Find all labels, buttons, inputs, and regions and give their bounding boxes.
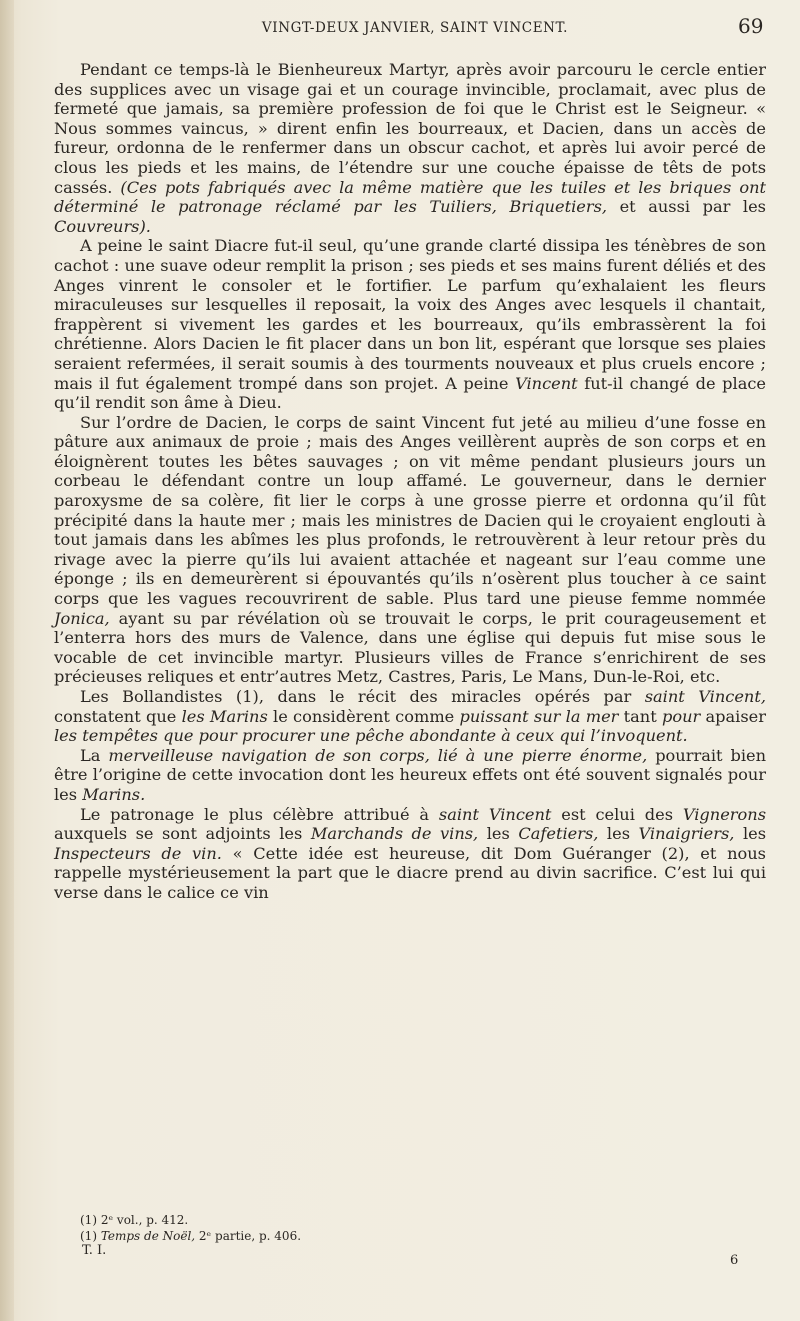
paragraph xyxy=(54,687,766,746)
footnote-segment: 2ᵉ partie, p. 406. xyxy=(195,1228,302,1243)
paragraph-segment: Jonica, xyxy=(54,608,110,628)
page-gutter-shadow xyxy=(0,0,14,1321)
paragraph-segment: « Cette idée est heureuse, dit Dom Guéranger (2), et nous rappelle mystérieusement la part que le diacre prend au divin sacrifice. C’est lui qui verse dans le calice ce vin xyxy=(54,843,766,902)
signature-mark-right: 6 xyxy=(730,1253,739,1268)
paragraph-segment: pour xyxy=(661,706,701,726)
paragraph xyxy=(54,60,766,236)
paragraph-segment: les xyxy=(478,824,519,844)
footnote xyxy=(80,1213,760,1229)
paragraph-segment: puissant sur la mer xyxy=(459,706,619,726)
paragraph-segment: Pendant ce temps-là le Bienheureux Martyr, après avoir parcouru le cercle entier des supplices avec un visage gai et un courage invincible, proclamait, avec plus de fermeté que jamais, sa première profession de foi que le Christ est le Seigneur. « Nous sommes vaincus, » dirent enfin les bourreaux, et Dacien, dans un accès de fureur, ordonna de le renfermer dans un obscur cachot, et après lui avoir percé de clous les pieds et les mains, de l’étendre sur une couche épaisse de têts de pots cassés. xyxy=(54,60,766,197)
paragraph-segment: les xyxy=(598,824,639,844)
paragraph xyxy=(54,746,766,805)
running-title: VINGT-DEUX JANVIER, SAINT VINCENT. xyxy=(261,20,569,36)
paragraph-segment: Les Bollandistes (1), dans le récit des miracles opérés par xyxy=(80,687,645,706)
footnote-segment: (1) xyxy=(80,1228,101,1243)
paragraph xyxy=(54,413,766,687)
paragraph-segment: les Marins xyxy=(181,706,268,726)
paragraph xyxy=(54,805,766,903)
page-number: 69 xyxy=(738,14,764,38)
footnote xyxy=(80,1229,760,1245)
footnotes xyxy=(80,1213,760,1244)
paragraph-segment: Vinaigriers, xyxy=(638,824,735,844)
paragraph-segment: Vignerons xyxy=(682,804,767,824)
paragraph-segment: Marchands de vins, xyxy=(310,824,479,844)
paragraph-segment: Le patronage le plus célèbre attribué à xyxy=(80,804,439,824)
paragraph xyxy=(54,236,766,412)
paragraph-segment: Couvreurs). xyxy=(54,216,151,236)
paragraph-segment: saint Vincent xyxy=(438,804,552,824)
paragraph-segment: Inspecteurs de vin. xyxy=(54,843,222,863)
paragraph-segment: saint Vincent, xyxy=(644,687,766,706)
paragraph-segment: La xyxy=(80,745,109,765)
paragraph-segment: (Ces pots fabriqués avec la même matière que les tuiles et les briques ont déterminé le patronage réclamé par les Tuiliers, Briquetiers, xyxy=(54,177,766,217)
signature-mark-left: T. I. xyxy=(82,1243,107,1258)
paragraph-segment: les xyxy=(734,824,767,844)
footnote-segment: (1) 2ᵉ vol., p. 412. xyxy=(80,1213,189,1227)
paragraph-segment: Marins. xyxy=(82,784,146,804)
paragraph-segment: fut-il changé de place qu’il rendit son âme à Dieu. xyxy=(54,373,766,413)
paragraph-segment: A peine le saint Diacre fut-il seul, qu’une grande clarté dissipa les ténèbres de son cachot : une suave odeur remplit la prison ; ses pieds et ses mains furent déliés et des Anges vinrent le consoler et le fortifier. Le parfum qu’exhalaient les fleurs miraculeuses sur lesquelles il reposait, la voix des Anges avec lesquels il chantait, frappèrent si vivement les gardes et les bourreaux, qu’ils embrassèrent la foi chrétienne. Alors Dacien le fit placer dans un bon lit, espérant que lorsque ses plaies seraient refermées, il serait soumis à des tourments nouveaux et plus cruels encore ; mais il fut également trompé dans son projet. A peine xyxy=(54,236,766,393)
paragraph-segment: tant xyxy=(618,706,662,726)
paragraph-segment: les tempêtes que pour procurer une pêche abondante à ceux qui l’invoquent. xyxy=(54,726,688,746)
paragraph-segment: Vincent xyxy=(515,373,578,393)
paragraph-segment: Sur l’ordre de Dacien, le corps de saint Vincent fut jeté au milieu d’une fosse en pâture aux animaux de proie ; mais des Anges veillèrent auprès de son corps et en éloignèrent toutes les bêtes sauvages ; on vit même pendant plusieurs jours un corbeau le défendant contre un loup affamé. Le gouverneur, dans le dernier paroxysme de sa colère, fit lier le corps à une grosse pierre et ordonna qu’il fût précipité dans la haute mer ; mais les ministres de Dacien qui le croyaient englouti à tout jamais dans les abîmes les plus profonds, le retrouvèrent à leur retour près du rivage avec la pierre qu’ils lui avaient attachée et nageant sur l’eau comme une éponge ; ils en demeurèrent si épouvantés qu’ils n’osèrent plus toucher à ce saint corps que les vagues recouvrirent de sable. Plus tard une pieuse femme nommée xyxy=(54,412,766,609)
paragraph-segment: apaiser xyxy=(700,706,766,726)
footnote-segment: Temps de Noël, xyxy=(100,1228,196,1243)
paragraph-segment: auxquels se sont adjoints les xyxy=(54,824,311,844)
paragraph-segment: Cafetiers, xyxy=(518,824,599,844)
paragraph-segment: et aussi par les xyxy=(607,197,766,217)
body-text xyxy=(54,60,766,903)
paragraph-segment: le considèrent comme xyxy=(267,706,460,726)
paragraph-segment: merveilleuse navigation de son corps, lié à une pierre énorme, xyxy=(108,745,648,765)
paragraph-segment: ayant su par révélation où se trouvait le corps, le prit courageusement et l’enterra hors des murs de Valence, dans une église qui depuis fut mise sous le vocable de cet invincible martyr. Plusieurs villes de France s’enrichirent de ses précieuses reliques et entr’autres Metz, Castres, Paris, Le Mans, Dun-le-Roi, etc. xyxy=(54,608,766,687)
paragraph-segment: est celui des xyxy=(551,804,683,824)
paragraph-segment: constatent que xyxy=(54,706,182,726)
paragraph-segment: pourrait bien être l’origine de cette invocation dont les heureux effets ont été souvent signalés pour les xyxy=(54,745,766,804)
